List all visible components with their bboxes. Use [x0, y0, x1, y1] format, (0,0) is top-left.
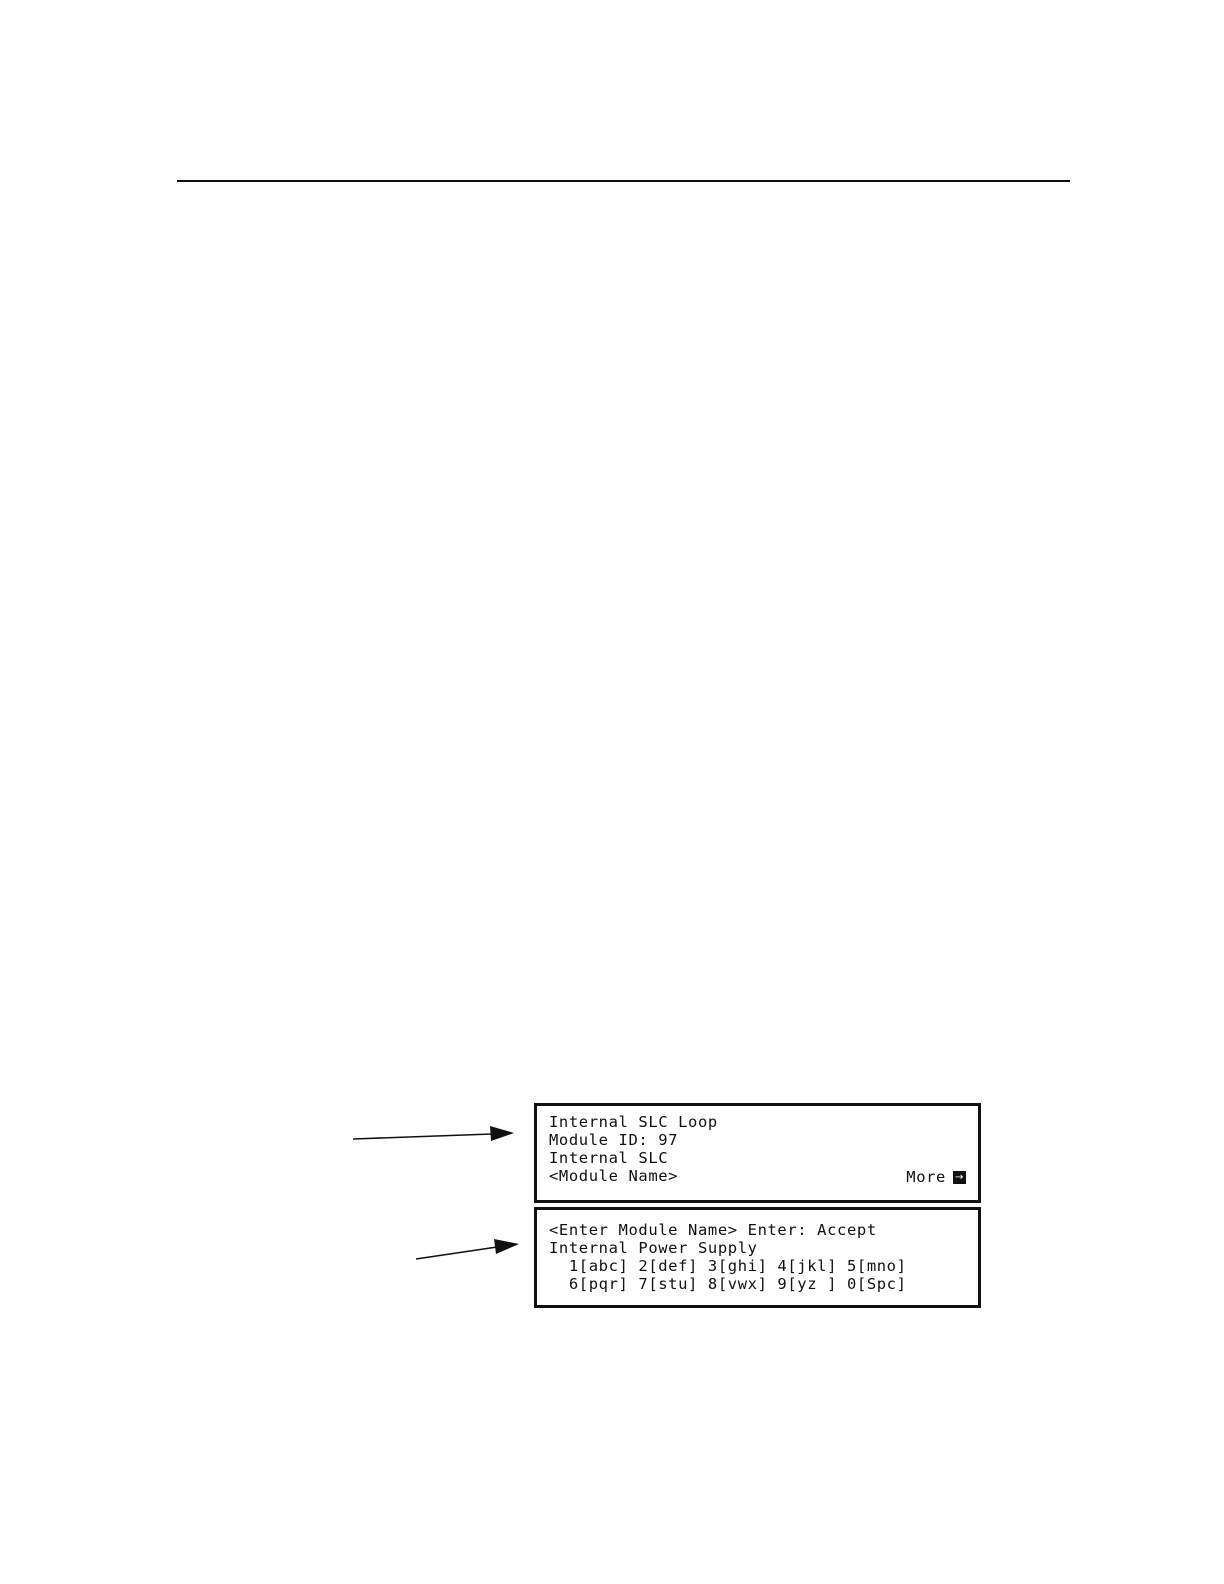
lcd-screen-enter-module-name — [534, 1207, 981, 1308]
lcd-line-module-name: <Module Name> — [549, 1167, 679, 1185]
lcd-screen-module-info — [534, 1103, 981, 1203]
right-arrow-box-icon: → — [953, 1171, 966, 1184]
more-label: More — [906, 1168, 946, 1186]
lcd-line-keypad-row-1: 1[abc] 2[def] 3[ghi] 4[jkl] 5[mno] — [549, 1257, 907, 1275]
lcd-line-keypad-row-2: 6[pqr] 7[stu] 8[vwx] 9[yz ] 0[Spc] — [549, 1275, 907, 1293]
lcd-line-prompt: <Enter Module Name> Enter: Accept — [549, 1221, 877, 1239]
callout-arrow-bottom — [416, 1239, 519, 1259]
header-rule — [177, 180, 1070, 182]
callout-arrow-top — [353, 1126, 514, 1141]
lcd-line-entered-name: Internal Power Supply — [549, 1239, 758, 1257]
lcd-line-loop: Internal SLC Loop — [549, 1113, 718, 1131]
lcd-line-module-id: Module ID: 97 — [549, 1131, 679, 1149]
more-indicator — [906, 1168, 966, 1186]
lcd-line-module-type: Internal SLC — [549, 1149, 669, 1167]
